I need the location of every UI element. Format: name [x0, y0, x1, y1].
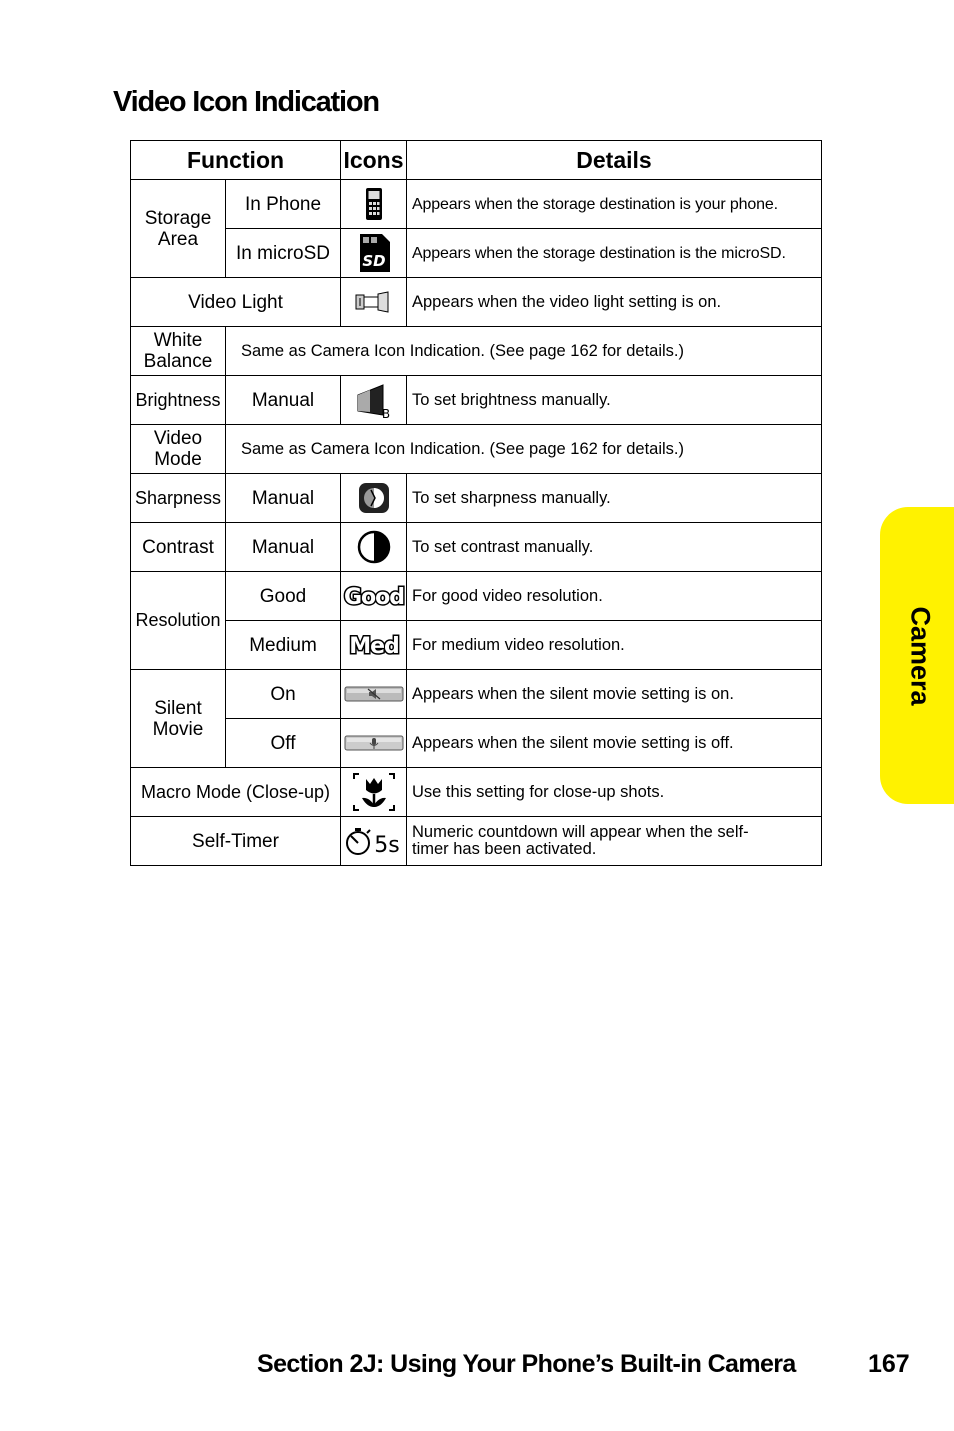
table-row [131, 180, 822, 229]
medium-icon-label: Med [348, 634, 399, 658]
option-silent-off: Off [226, 719, 341, 768]
detail-video-light: Appears when the video light setting is on. [407, 278, 822, 327]
self-timer-icon [341, 817, 407, 866]
table-row [131, 523, 822, 572]
video-icon-table [130, 140, 822, 866]
function-contrast: Contrast [131, 523, 226, 572]
detail-silent-off: Appears when the silent movie setting is off. [407, 719, 822, 768]
contrast-icon [341, 523, 407, 572]
good-icon-label: Good [343, 585, 404, 609]
function-self-timer: Self-Timer [131, 817, 341, 866]
option-brightness-manual: Manual [226, 376, 341, 425]
detail-brightness: To set brightness manually. [407, 376, 822, 425]
table-row [131, 817, 822, 866]
table-row [131, 768, 822, 817]
function-macro-mode: Macro Mode (Close-up) [131, 768, 341, 817]
option-good: Good [226, 572, 341, 621]
detail-sharpness: To set sharpness manually. [407, 474, 822, 523]
detail-in-phone: Appears when the storage destination is your phone. [407, 180, 822, 229]
header-function: Function [131, 141, 341, 180]
option-sharpness-manual: Manual [226, 474, 341, 523]
function-silent-movie: Silent Movie [131, 670, 226, 768]
video-light-icon [341, 278, 407, 327]
table-row [131, 474, 822, 523]
macro-icon [341, 768, 407, 817]
self-timer-icon-label: 5s [373, 833, 400, 857]
detail-video-mode: Same as Camera Icon Indication. (See page 162 for details.) [226, 425, 822, 474]
option-in-phone: In Phone [226, 180, 341, 229]
detail-macro: Use this setting for close-up shots. [407, 768, 822, 817]
function-brightness: Brightness [131, 376, 226, 425]
table-row [131, 327, 822, 376]
side-tab-label: Camera [905, 605, 936, 706]
detail-silent-on: Appears when the silent movie setting is on. [407, 670, 822, 719]
svg-text:SD: SD [361, 252, 386, 270]
table-row [131, 670, 822, 719]
table-row [131, 376, 822, 425]
table-row [131, 572, 822, 621]
svg-text:B: B [381, 407, 390, 419]
option-contrast-manual: Manual [226, 523, 341, 572]
function-resolution: Resolution [131, 572, 226, 670]
silent-on-icon [341, 670, 407, 719]
silent-off-icon [341, 719, 407, 768]
option-medium: Medium [226, 621, 341, 670]
microsd-icon [341, 229, 407, 278]
table-row [131, 278, 822, 327]
option-silent-on: On [226, 670, 341, 719]
detail-medium: For medium video resolution. [407, 621, 822, 670]
header-details: Details [407, 141, 822, 180]
sharpness-icon [341, 474, 407, 523]
function-video-light: Video Light [131, 278, 341, 327]
page-title: Video Icon Indication [113, 86, 379, 118]
side-tab-camera [880, 507, 954, 804]
footer-section-title: Section 2J: Using Your Phone’s Built-in Camera [257, 1350, 796, 1378]
function-sharpness: Sharpness [131, 474, 226, 523]
detail-white-balance: Same as Camera Icon Indication. (See page 162 for details.) [226, 327, 822, 376]
phone-storage-icon [341, 180, 407, 229]
detail-good: For good video resolution. [407, 572, 822, 621]
page-number: 167 [868, 1350, 910, 1378]
medium-resolution-icon [341, 621, 407, 670]
table-row [131, 621, 822, 670]
function-storage-area: Storage Area [131, 180, 226, 278]
detail-contrast: To set contrast manually. [407, 523, 822, 572]
table-row [131, 719, 822, 768]
table-row [131, 229, 822, 278]
table-header-row [131, 141, 822, 180]
function-white-balance: White Balance [131, 327, 226, 376]
function-video-mode: Video Mode [131, 425, 226, 474]
brightness-icon [341, 376, 407, 425]
option-in-microsd: In microSD [226, 229, 341, 278]
header-icons: Icons [341, 141, 407, 180]
good-resolution-icon [341, 572, 407, 621]
table-row [131, 425, 822, 474]
detail-in-microsd: Appears when the storage destination is the microSD. [407, 229, 822, 278]
detail-self-timer: Numeric countdown will appear when the self-timer has been activated. [407, 817, 822, 866]
